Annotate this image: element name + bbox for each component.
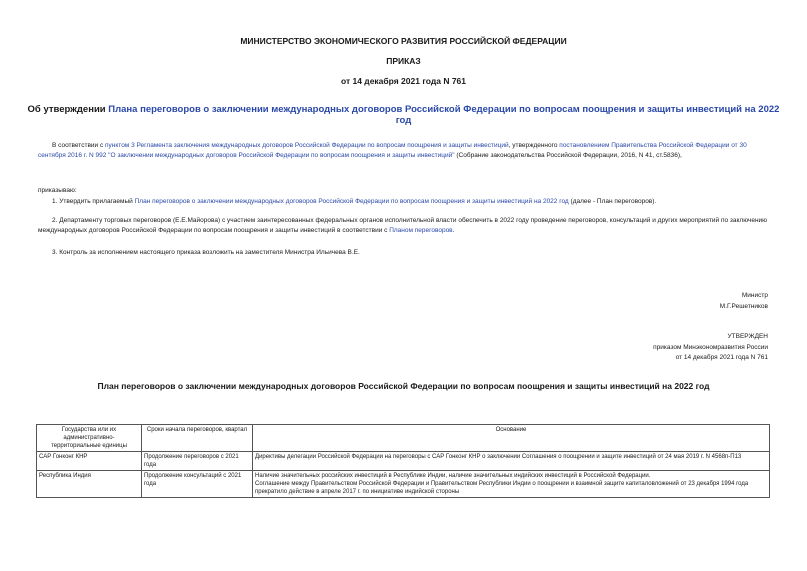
item-1	[38, 197, 768, 207]
cell-basis: Директивы делегации Российской Федерации на переговоры с САР Гонконг КНР о заключении Соглашения о поощрении и защите инвестиций от 24 мая 2019 г. N 4568п-П13	[253, 452, 770, 471]
regulation-link[interactable]: пунктом 3 Регламента заключения международных договоров Российской Федерации по вопросам поощрения и защиты инвестиций	[105, 142, 509, 149]
preamble-paragraph	[38, 141, 768, 160]
cell-basis	[253, 471, 770, 498]
cell-basis-line-1: Наличие значительных российских инвестиций в Республике Индии, наличие значительных индийских инвестиций в Российской Федерации.	[255, 473, 651, 479]
cell-state: Республика Индия	[37, 471, 142, 498]
item-1-text-a: 1. Утвердить прилагаемый	[52, 198, 135, 205]
preamble-text-c: (Собрание законодательства Российской Федерации, 2016, N 41, ст.5836),	[454, 151, 682, 159]
item-2-text-b: .	[452, 226, 455, 234]
order-word: приказываю:	[38, 187, 77, 194]
cell-basis-line-2: Соглашение между Правительством Российской Федерации и Правительством Республики Индии о поощрении и взаимной защите капиталовложений от 23 декабря 1994 года прекратило действие в апреле 2017 г. по инициативе индийской стороны	[255, 481, 749, 495]
ministry-heading: МИНИСТЕРСТВО ЭКОНОМИЧЕСКОГО РАЗВИТИЯ РОССИЙСКОЙ ФЕДЕРАЦИИ	[240, 36, 567, 46]
header-basis: Основание	[253, 425, 770, 452]
signature-name: М.Г.Решетников	[719, 302, 768, 310]
item-1-text-b: (далее - План переговоров).	[568, 198, 657, 205]
signature-position: Министр	[741, 292, 768, 299]
item-3: 3. Контроль за исполнением настоящего приказа возложить на заместителя Министра Ильичева В.Е.	[52, 249, 360, 256]
preamble-text-a: В соответствии с	[52, 142, 106, 149]
plan-link[interactable]: План переговоров о заключении международных договоров Российской Федерации по вопросам поощрения и защиты инвестиций на 2022 год	[134, 198, 569, 205]
approval-block	[653, 332, 768, 364]
table-row	[37, 471, 770, 498]
approval-line-1: УТВЕРЖДЕН	[727, 333, 768, 340]
plan-table	[36, 424, 770, 498]
plan-title: План переговоров о заключении международных договоров Российской Федерации по вопросам поощрения и защиты инвестиций на 2022 год	[97, 381, 710, 391]
government-decree-link[interactable]: постановлением Правительства Российской Федерации от 30 сентября 2016 г. N 992 "О заключении международных договоров Российской Федерации по вопросам поощрения и защиты инвестиций"	[38, 142, 747, 159]
signature-block	[720, 291, 768, 312]
approval-line-3: от 14 декабря 2021 года N 761	[675, 354, 768, 361]
doc-date-number: от 14 декабря 2021 года N 761	[340, 76, 467, 86]
table-row	[37, 452, 770, 471]
preamble-text-b: , утвержденного	[508, 142, 560, 149]
item-2	[38, 216, 768, 235]
table-header-row	[37, 425, 770, 452]
header-states: Государства или их административно-территориальные единицы	[37, 425, 142, 452]
item-2-text-a: 2. Департаменту торговых переговоров (Е.Е.Майорова) с участием заинтересованных федеральных органов исполнительной власти обеспечить в 2022 году проведение переговоров, консультаций и других мероприятий по заключению международных договоров Российской Федерации по вопросам поощрения и защиты инвестиций в соответствии с	[38, 217, 768, 234]
cell-state: САР Гонконг КНР	[37, 452, 142, 471]
header-terms: Сроки начала переговоров, квартал	[142, 425, 253, 452]
title-plan-link[interactable]: Плана переговоров о заключении международных договоров Российской Федерации по вопросам поощрения и защиты инвестиций на 2022 год	[108, 104, 780, 126]
title-prefix: Об утверждении	[27, 104, 109, 115]
plan-negotiations-link[interactable]: Планом переговоров	[389, 226, 453, 234]
cell-term: Продолжение переговоров с 2021 года	[142, 452, 253, 471]
approval-line-2: приказом Минэкономразвития России	[653, 343, 768, 351]
cell-term: Продолжение консультаций с 2021 года	[142, 471, 253, 498]
document-title	[20, 104, 787, 126]
doc-type-heading: ПРИКАЗ	[386, 56, 421, 66]
